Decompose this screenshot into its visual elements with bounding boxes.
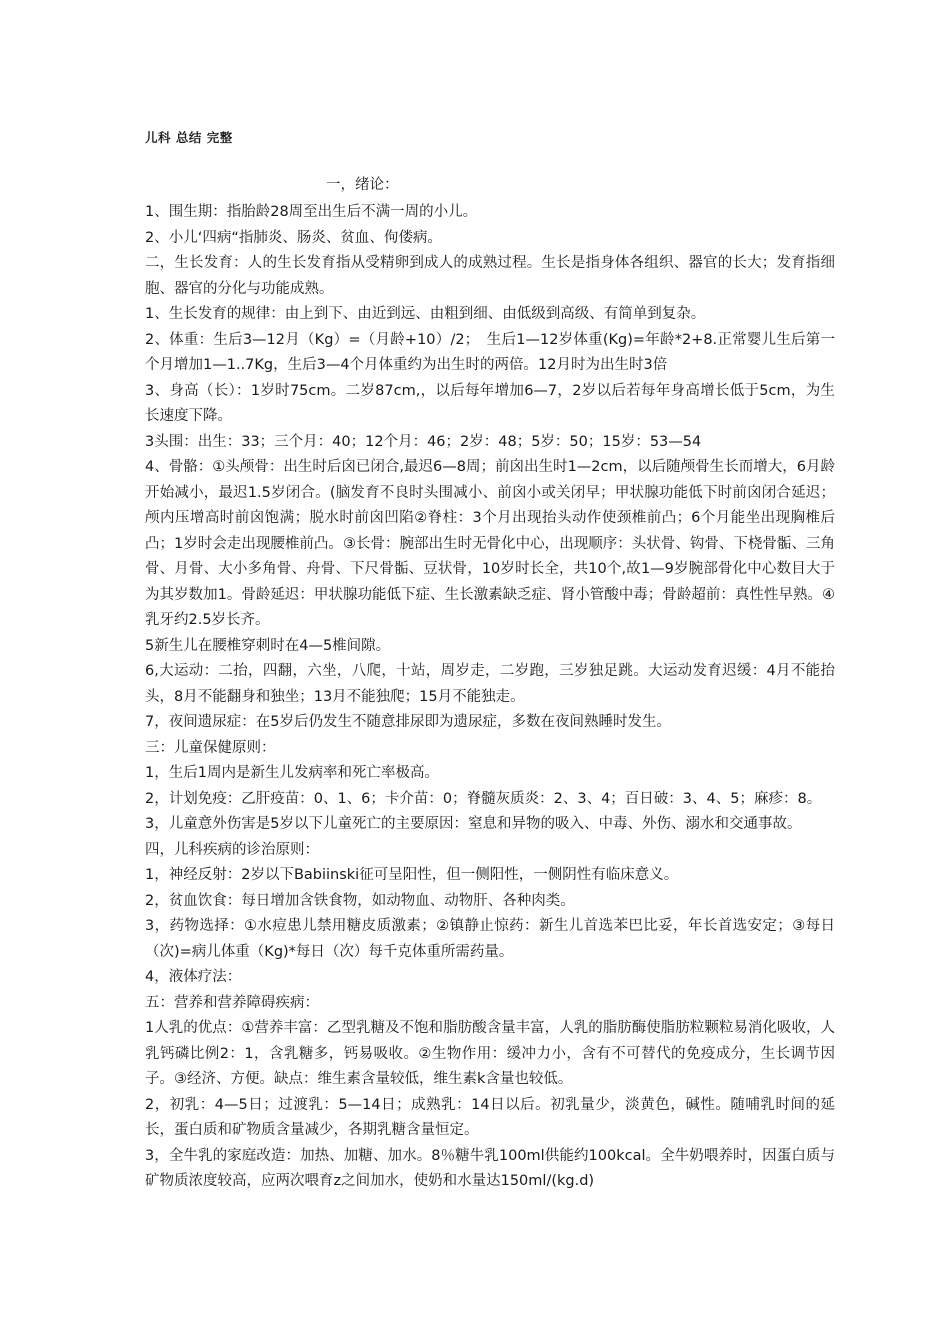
paragraph: 3，全牛乳的家庭改造：加热、加糖、加水。8％糖牛乳100ml供能约100kcal。全牛奶喂养时，因蛋白质与矿物质浓度较高，应两次喂育z之间加水，使奶和水量达150ml/(kg.d) — [145, 1147, 835, 1189]
paragraph: 1人乳的优点：①营养丰富：乙型乳糖及不饱和脂肪酸含量丰富，人乳的脂肪酶使脂肪粒颗粒易消化吸收，人乳钙磷比例2：1，含乳糖多，钙易吸收。②生物作用：缓冲力小，含有不可替代的免疫成分，生长调节因子。③经济、方便。缺点：维生素含量较低，维生素k含量也较低。 — [145, 1020, 835, 1087]
paragraph: 4，液体疗法： — [145, 969, 242, 985]
paragraph: 3头围：出生：33；三个月：40；12个月：46；2岁：48；5岁：50；15岁：53—54 — [145, 433, 702, 450]
paragraph: 2、体重：生后3—12月（Kg）=（月龄+10）/2； 生后1—12岁体重(Kg)=年龄*2+8.正常婴儿生后第一个月增加1—1..7Kg，生后3—4个月体重约为出生时的两倍。12月时为出生时3倍 — [145, 331, 835, 373]
paragraph: 3，儿童意外伤害是5岁以下儿童死亡的主要原因：窒息和异物的吸入、中毒、外伤、溺水和交通事故。 — [145, 816, 802, 832]
paragraph: 3、身高（长）：1岁时75cm。二岁87cm,，以后每年增加6—7，2岁以后若每年身高增长低于5cm，为生长速度下降。 — [145, 382, 835, 424]
paragraph: 7，夜间遗尿症：在5岁后仍发生不随意排尿即为遗尿症，多数在夜间熟睡时发生。 — [145, 714, 671, 730]
paragraph: 2，贫血饮食：每日增加含铁食物，如动物血、动物肝、各种肉类。 — [145, 892, 575, 909]
paragraph: 二，生长发育：人的生长发育指从受精卵到成人的成熟过程。生长是指身体各组织、器官的长大；发育指细胞、器官的分化与功能成熟。 — [145, 255, 835, 297]
paragraph: 1、围生期：指胎龄28周至出生后不满一周的小儿。 — [145, 204, 478, 220]
paragraph: 四，儿科疾病的诊治原则： — [145, 841, 319, 858]
document-title: 儿科 总结 完整 — [145, 130, 233, 145]
paragraph: 2、小儿‘四病“指肺炎、肠炎、贫血、佝偻病。 — [145, 229, 442, 246]
paragraph: 4、骨骼：①头颅骨：出生时后囟已闭合,最迟6—8周；前囟出生时1—2cm，以后随颅骨生长而增大，6月龄开始减小，最迟1.5岁闭合。(脑发育不良时头围减小、前囟小或关闭早；甲状腺功能低下时前囟闭合延迟；颅内压增高时前囟饱满；脱水时前囟凹陷②脊柱：3个月出现抬头动作使颈椎前凸；6个月能坐出现胸椎后凸；1岁时会走出现腰椎前凸。③长骨：腕部出生时无骨化中心，出现顺序：头状骨、钩骨、下桡骨骺、三角骨、月骨、大小多角骨、舟骨、下尺骨骺、豆状骨，10岁时长全，共10个,故1—9岁腕部骨化中心数目大于为其岁数加1。骨龄延迟：甲状腺功能低下症、生长激素缺乏症、肾小管酸中毒；骨龄超前：真性性早熟。④乳牙约2.5岁长齐。 — [145, 459, 835, 628]
paragraph: 2，计划免疫：乙肝疫苗：0、1、6；卡介苗：0；脊髓灰质炎：2、3、4；百日破：3、4、5；麻疹：8。 — [145, 790, 822, 807]
paragraph: 5新生儿在腰椎穿刺时在4—5椎间隙。 — [145, 637, 391, 654]
paragraph: 1，神经反射：2岁以下Babiinski征可呈阳性，但一侧阳性，一侧阴性有临床意义。 — [145, 867, 679, 883]
document-body — [145, 200, 835, 1195]
paragraph: 1，生后1周内是新生儿发病率和死亡率极高。 — [145, 765, 439, 781]
paragraph: 五：营养和营养障碍疾病： — [145, 994, 319, 1011]
paragraph: 3，药物选择：①水痘患儿禁用糖皮质激素；②镇静止惊药：新生儿首选苯巴比妥，年长首选安定；③每日（次)=病儿体重（Kg)*每日（次）每千克体重所需药量。 — [145, 918, 835, 960]
paragraph: 6,大运动：二抬，四翻，六坐，八爬，十站，周岁走，二岁跑，三岁独足跳。大运动发育迟缓：4月不能抬头，8月不能翻身和独坐；13月不能独爬；15月不能独走。 — [145, 663, 835, 705]
paragraph: 1、生长发育的规律：由上到下、由近到远、由粗到细、由低级到高级、有简单到复杂。 — [145, 306, 706, 322]
chapter-heading: 一，绪论： — [326, 177, 399, 193]
paragraph: 三：儿童保健原则： — [145, 739, 276, 756]
paragraph: 2，初乳：4—5日；过渡乳：5—14日；成熟乳：14日以后。初乳量少，淡黄色，碱性。随哺乳时间的延长，蛋白质和矿物质含量减少，各期乳糖含量恒定。 — [145, 1096, 835, 1138]
